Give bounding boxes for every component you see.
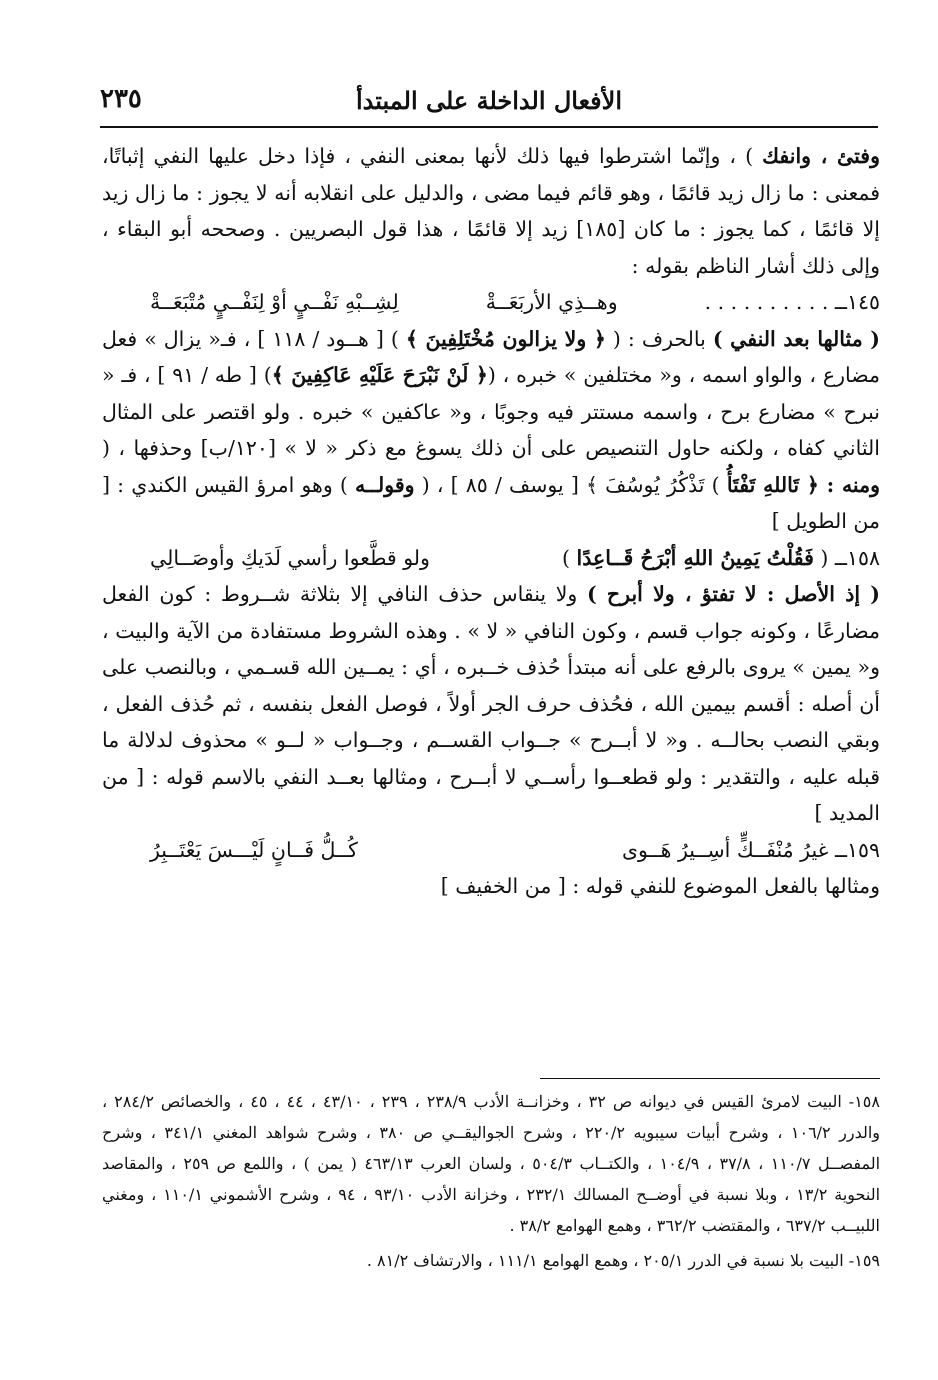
verse-number: ١٥٨ــ ( <box>813 545 880 570</box>
verse-text: غيرُ مُنْفَــكٍّ أسِــيرُ هَــوى <box>621 837 829 862</box>
verse-second-hemistich: كُــلُّ فَــانٍ لَيْـــسَ يَعْتَــبِرُ <box>150 837 358 862</box>
quran-quote: ﴿ لَنْ نَبْرَحَ عَلَيْهِ عَاكِفِينَ ﴾ <box>271 363 488 387</box>
verse-second-hemistich: ولو قطَّعوا رأسي لَدَيكِ وأوصَــالِي <box>150 545 430 570</box>
verse-159 <box>102 832 880 869</box>
quran-quote: ومنه : ﴿ تَاللهِ تَفْتَأُ <box>726 472 881 497</box>
verse-bold-text: فَقُلْتُ يَمِينُ اللهِ أبْرَحُ قَــاعِدًا <box>576 545 814 570</box>
bold-phrase: وقولــه <box>355 472 415 497</box>
footnote-158: ١٥٨- البيت لامرئ القيس في ديوانه ص ٣٢ ، وخزانــة الأدب ٢٣٨/٩ ، ٢٣٩ ، ٤٣/١٠ ، ٤٤ ، ٤٥ ، والخصائص ٢٨٤/٢ ، والدرر ١٠٦/٢ ، وشرح أبيات سيبويه ٢٢٠/٢ ، وشرح الجواليقــي ص ٣٨٠ ، وشرح شواهد المغني ٣٤١/١ ، وشرح المفصــل ١١٠/٧ ، ٣٧/٨ ، ١٠٤/٩ ، والكتــاب ٥٠٤/٣ ، ولسان العرب ٤٦٣/١٣ ( يمن ) ، واللمع ص ٢٥٩ ، والمقاصد النحوية ١٣/٢ ، وبلا نسبة في أوضــح المسالك ٢٣٢/١ ، وخزانة الأدب ٩٣/١٠ ، ٩٤ ، وشرح الأشموني ١١٠/١ ، ومغني اللبيــب ٦٣٧/٢ ، والمقتضب ٣٦٢/٢ ، وهمع الهوامع ٣٨/٢ . <box>102 1092 881 1235</box>
footnotes <box>102 1086 880 1276</box>
verse-145 <box>102 284 880 321</box>
verse-first-hemistich: وهــذِي الأربَعَــةْ <box>485 290 618 314</box>
paragraph-3 <box>102 576 880 832</box>
text-run: ) [ هــود / ١١٨ ] ، فـ« يزال » فعل مضارع ، والواو اسمه ، و« مختلفين » خبره ، ( <box>102 326 880 387</box>
text-run: ) تَذْكُرُ يُوسُفَ ﴾ [ يوسف / ٨٥ ] ، ( <box>414 472 727 497</box>
verse-first-hemistich <box>562 540 880 577</box>
bold-phrase: وفتئ ، وانفك <box>762 144 880 168</box>
text-run: ولا ينقاس حذف النافي إلا بثلاثة شــروط : كون الفعل مضارعًا ، وكونه جواب قسم ، وكون النافي « لا » . وهذه الشروط مستفادة من الآية والبيت ، و« يمين » يروى بالرفع على أنه مبتدأ حُذف خــبره ، أي : يمــين الله قسـمي ، وبالنصب على أن أصله : أقسم بيمين الله ، فحُذف حرف الجر أولاً ، فوصل الفعل بنفسه ، ثم حُذف الفعل ، وبقي النصب بحالــه . و« لا أبــرح » جــواب القســم ، وجــواب « لــو » محذوف لدلالة ما قبله عليه ، والتقدير : ولو قطعــوا رأســي لا أبــرح ، ومثالها بعــد النفي بالاسم قوله : [ من المديد ] <box>102 582 880 825</box>
text-run: ) [ طه / ٩١ ] ، فـ « نبرح » مضارع برح ، واسمه مستتر فيه وجوبًا ، و« عاكفين » خبره . ولو اقتصر على المثال الثاني كفاه ، ولكنه حاول التنصيص على أن ذلك يسوغ مع ذكر « لا » [١٢٠/ب] وحذفها ، ( <box>102 363 880 460</box>
text-run: ) ، وإنّما اشترطوا فيها ذلك لأنها بمعنى النفي ، فإذا دخل عليها النفي إثباتًا، فمعنى : ما زال زيد قائمًا ، وهو قائم فيما مضى ، والدليل على انقلابه أنه لا يجوز : ما زال زيد إلا قائمًا ، كما يجوز : ما كان [١٨٥] زيد إلا قائمًا ، هذا قول البصريين . وصححه أبو البقاء ، وإلى ذلك أشار الناظم بقوله : <box>102 144 880 278</box>
footnote-159: ١٥٩- البيت بلا نسبة في الدرر ٢٠٥/١ ، وهمع الهوامع ١١١/١ ، والارتشاف ٨١/٢ . <box>366 1251 880 1270</box>
text-run: ) <box>561 545 577 570</box>
text-run: بالحرف : ( <box>605 326 713 351</box>
page-number: ٢٣٥ <box>100 84 142 114</box>
verse-first-hemistich <box>622 832 880 869</box>
bold-phrase: ( إذ الأصل : لا تفتؤ ، ولا أبرح ) <box>586 582 880 606</box>
bold-phrase: ( مثالها بعد النفي ) <box>712 326 880 351</box>
footnote-separator <box>540 1078 880 1079</box>
verse-158 <box>102 540 880 577</box>
page-header <box>100 82 878 128</box>
quran-quote: ﴿ ولا يزالون مُخْتَلِفِينَ ﴾ <box>405 326 606 351</box>
paragraph-4: ومثالها بالفعل الموضوع للنفي قوله : [ من الخفيف ] <box>440 874 880 898</box>
verse-number: ١٥٩ــ <box>834 837 880 862</box>
paragraph-1 <box>102 138 880 284</box>
paragraph-2 <box>102 321 880 540</box>
main-text <box>102 138 880 905</box>
text-run: ) وهو امرؤ القيس الكندي : [ من الطويل ] <box>102 472 880 533</box>
verse-number: ١٤٥ــ . . . . . . . . . . <box>704 290 880 314</box>
verse-second-hemistich: لِشِــبْهِ نَفْــيٍ أوْ لِنَفْــيٍ مُتْبَعَــةْ <box>150 290 399 314</box>
running-title: الأفعال الداخلة على المبتدأ <box>356 86 622 115</box>
